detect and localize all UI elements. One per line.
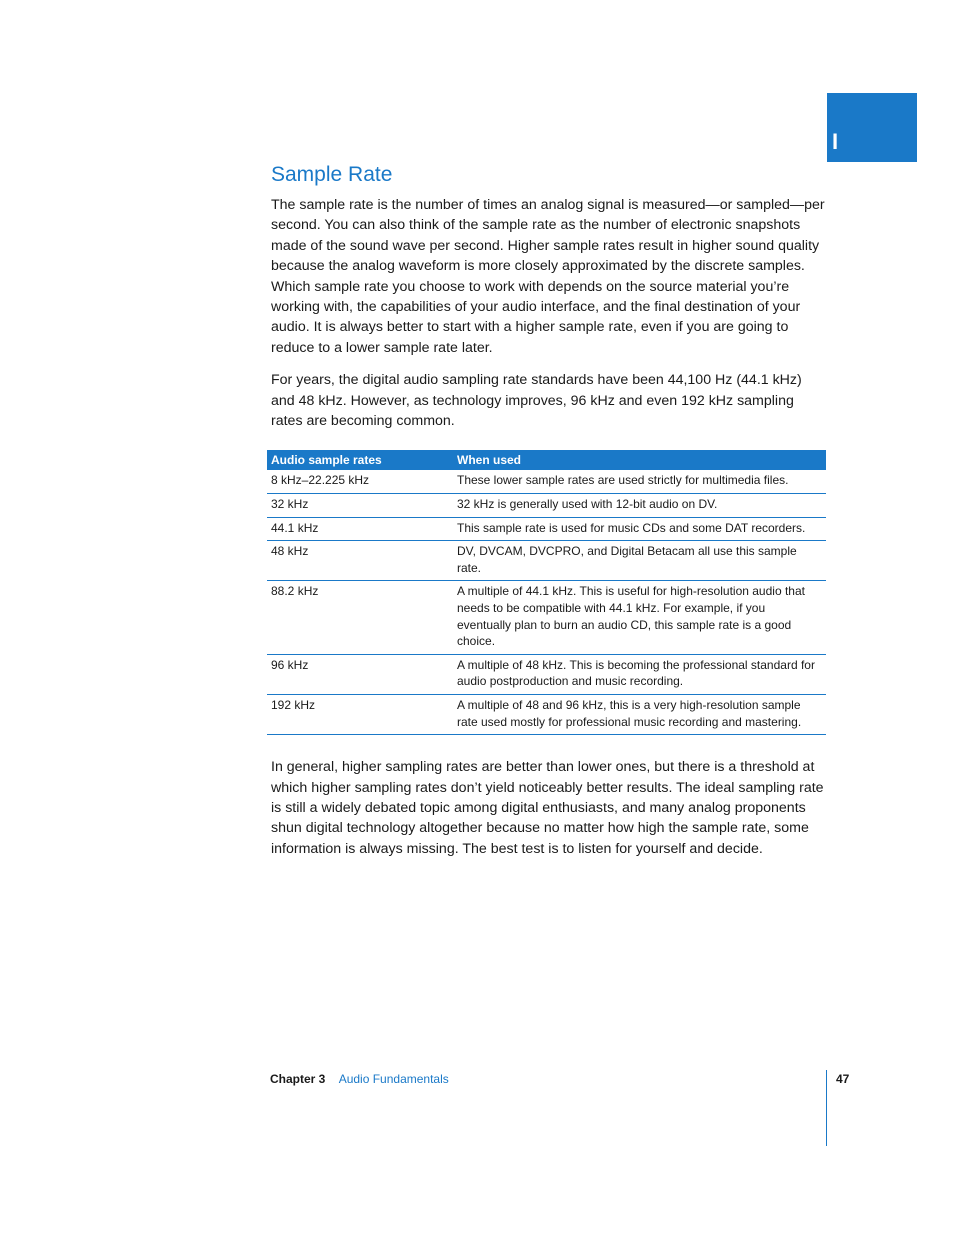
rate-cell: 96 kHz [267,654,453,694]
table-row [267,654,826,694]
table-row [267,695,826,735]
usage-cell: This sample rate is used for music CDs and some DAT recorders. [453,517,826,541]
table-row [267,581,826,654]
table-header-row [267,450,826,470]
rate-cell: 88.2 kHz [267,581,453,654]
header-when-used: When used [453,450,826,470]
usage-cell: DV, DVCAM, DVCPRO, and Digital Betacam all use this sample rate. [453,541,826,581]
section-title: Sample Rate [271,163,393,186]
rate-cell: 8 kHz–22.225 kHz [267,470,453,493]
page-footer [270,1072,870,1086]
table-row [267,541,826,581]
usage-cell: These lower sample rates are used strictly for multimedia files. [453,470,826,493]
main-content [271,161,827,871]
chapter-tab-mark: I [832,129,839,154]
paragraph-1: The sample rate is the number of times an analog signal is measured—or sampled—per second. You can also think of the sample rate as the number of electronic snapshots made of the sound wave per second. Higher sample rates result in higher sound quality because the analog waveform is more closely approximated by the discrete samples. Which sample rate you choose to work with depends on the source material you’re working with, the capabilities of your audio interface, and the final destination of your audio. It is always better to start with a higher sample rate, even if you are going to reduce to a lower sample rate later. [271,197,825,356]
chapter-title-link[interactable]: Audio Fundamentals [338,1072,449,1086]
sample-rate-table [267,450,826,735]
rate-cell: 192 kHz [267,695,453,735]
footer-divider [826,1070,827,1146]
header-sample-rates: Audio sample rates [267,450,453,470]
usage-cell: A multiple of 48 and 96 kHz, this is a very high-resolution sample rate used mostly for professional music recording and mastering. [453,695,826,735]
page-number: 47 [836,1072,850,1086]
paragraph-2: For years, the digital audio sampling rate standards have been 44,100 Hz (44.1 kHz) and 48 kHz. However, as technology improves, 96 kHz and even 192 kHz sampling rates are becoming common. [271,372,802,430]
usage-cell: 32 kHz is generally used with 12-bit audio on DV. [453,494,826,518]
rate-cell: 32 kHz [267,494,453,518]
table-row [267,494,826,518]
usage-cell: A multiple of 44.1 kHz. This is useful for high-resolution audio that needs to be compatible with 44.1 kHz. For example, if you eventually plan to burn an audio CD, this sample rate is a good choice. [453,581,826,654]
usage-cell: A multiple of 48 kHz. This is becoming the professional standard for audio postproduction and music recording. [453,654,826,694]
chapter-tab [827,93,917,162]
rate-cell: 48 kHz [267,541,453,581]
closing-paragraph: In general, higher sampling rates are better than lower ones, but there is a threshold at which higher sampling rates don’t yield noticeably better results. The ideal sampling rate is still a widely debated topic among digital enthusiasts, and many analog proponents shun digital technology altogether because no matter how high the sample rate, some information is always missing. The best test is to listen for yourself and decide. [271,759,824,857]
table-row [267,517,826,541]
chapter-label: Chapter 3 [270,1072,326,1086]
rate-cell: 44.1 kHz [267,517,453,541]
table-row [267,470,826,493]
